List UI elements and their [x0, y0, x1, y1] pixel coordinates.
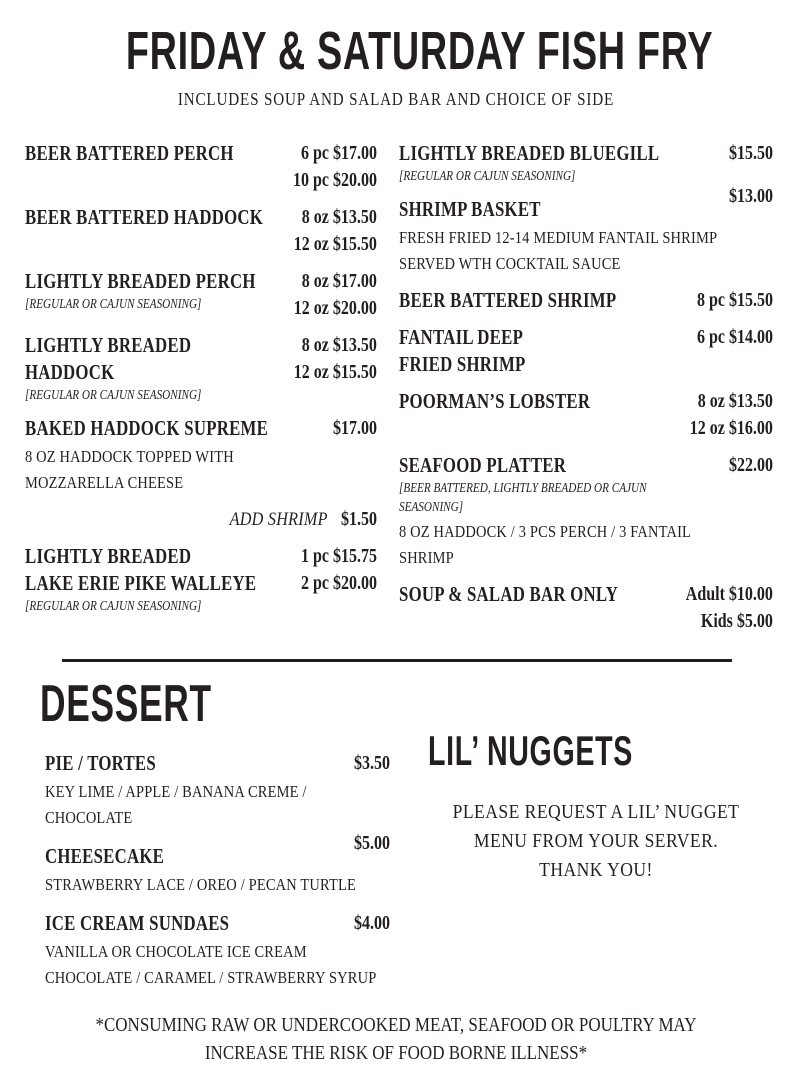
menu-item	[25, 332, 377, 405]
item-name	[45, 843, 321, 870]
text-line: 8 oz $17.00	[301, 270, 377, 292]
item-name	[45, 910, 321, 937]
item-name	[399, 388, 698, 415]
dessert-heading: DESSERT	[40, 675, 212, 733]
item-name	[25, 204, 307, 231]
text-line: STRAWBERRY LACE / OREO / PECAN TURTLE	[45, 875, 356, 894]
text-line: 8 pc $15.50	[697, 289, 774, 311]
text-line: PLEASE REQUEST A LIL’ NUGGET	[452, 801, 740, 823]
text-line: LIGHTLY BREADED BLUEGILL	[399, 141, 660, 165]
lil-nuggets-section	[420, 678, 764, 1003]
menu-item-main	[45, 843, 390, 898]
item-prices	[697, 287, 773, 314]
text-line: BAKED HADDOCK SUPREME	[25, 416, 269, 440]
text-line: *CONSUMING RAW OR UNDERCOOKED MEAT, SEAFOOD OR POULTRY MAY	[95, 1014, 697, 1036]
text-line: KEY LIME / APPLE / BANANA CREME /	[45, 782, 307, 801]
menu-item-main	[45, 910, 390, 991]
text-line: 12 oz $15.50	[293, 361, 377, 383]
text-line: SERVED WTH COCKTAIL SAUCE	[399, 254, 621, 273]
text-line: 12 oz $20.00	[293, 297, 377, 319]
item-description	[45, 779, 338, 831]
text-line: 12 oz $16.00	[690, 417, 774, 439]
text-line: 12 oz $15.50	[293, 233, 377, 255]
text-line: VANILLA OR CHOCOLATE ICE CREAM	[45, 942, 307, 961]
text-line: PIE / TORTES	[45, 751, 156, 775]
text-line: INCREASE THE RISK OF FOOD BORNE ILLNESS*	[204, 1042, 588, 1064]
item-prices	[686, 581, 773, 635]
menu-item	[399, 140, 773, 186]
text-line: Kids $5.00	[701, 610, 774, 632]
text-line: CHOCOLATE / CARAMEL / STRAWBERRY SYRUP	[45, 968, 377, 987]
fish-fry-right-column	[399, 140, 773, 645]
section-divider	[62, 659, 732, 662]
text-line: $13.00	[729, 185, 774, 207]
text-line: SOUP & SALAD BAR ONLY	[399, 582, 619, 606]
item-name	[25, 140, 307, 167]
item-name	[45, 750, 321, 777]
item-description	[45, 939, 377, 991]
item-prices	[354, 910, 390, 937]
item-note: [REGULAR OR CAJUN SEASONING]	[25, 599, 202, 614]
item-prices	[294, 204, 377, 258]
menu-item-main	[399, 196, 773, 277]
dessert-section	[40, 675, 390, 1003]
text-line: ICE CREAM SUNDAES	[45, 911, 230, 935]
menu-item-main	[25, 415, 377, 496]
menu-item	[25, 415, 377, 496]
text-line: CHEESECAKE	[45, 844, 165, 868]
lil-nuggets-heading: LIL’ NUGGETS	[428, 727, 633, 774]
item-prices	[294, 332, 377, 386]
item-name	[399, 196, 698, 223]
item-name	[399, 324, 698, 378]
text-line: $1.50	[341, 508, 377, 530]
fish-fry-section	[0, 110, 792, 645]
text-line: LIGHTLY BREADED	[25, 544, 192, 568]
fish-fry-left-column	[25, 140, 377, 645]
text-line: 8 OZ HADDOCK / 3 PCS PERCH / 3 FANTAIL	[399, 522, 692, 541]
text-line: $4.00	[354, 912, 390, 934]
menu-item	[399, 185, 774, 277]
item-prices	[293, 140, 377, 194]
menu-item	[25, 268, 377, 322]
menu-item	[399, 287, 773, 314]
text-line: BEER BATTERED HADDOCK	[25, 205, 264, 229]
item-prices	[354, 830, 390, 857]
text-line: SHRIMP	[399, 548, 454, 567]
text-line: POORMAN’S LOBSTER	[399, 389, 591, 413]
item-name	[399, 287, 698, 314]
text-line: 1 pc $15.75	[301, 545, 377, 567]
text-line: FANTAIL DEEP	[399, 325, 524, 349]
text-line: HADDOCK	[25, 360, 115, 384]
item-description	[399, 519, 717, 571]
text-line: FRESH FRIED 12-14 MEDIUM FANTAIL SHRIMP	[399, 228, 718, 247]
text-line: ADD SHRIMP	[229, 509, 328, 530]
text-line: MOZZARELLA CHEESE	[25, 473, 184, 492]
text-line: $15.50	[729, 142, 774, 164]
lil-nuggets-note	[428, 798, 764, 885]
text-line: SEAFOOD PLATTER	[399, 453, 567, 477]
menu-item	[399, 581, 773, 635]
text-line: MENU FROM YOUR SERVER.	[473, 830, 719, 852]
menu-item	[45, 832, 390, 898]
item-name	[25, 268, 307, 295]
menu-item	[399, 324, 773, 378]
text-line: BEER BATTERED SHRIMP	[399, 288, 617, 312]
item-prices	[729, 140, 773, 167]
text-line: LIGHTLY BREADED	[25, 333, 192, 357]
footer-disclaimer	[0, 1011, 792, 1067]
text-line: 8 oz $13.50	[301, 334, 377, 356]
item-description	[25, 444, 324, 496]
item-prices	[729, 452, 773, 479]
menu-item	[25, 140, 377, 194]
text-line: 2 pc $20.00	[301, 572, 377, 594]
item-prices	[301, 543, 377, 597]
item-note: [REGULAR OR CAJUN SEASONING]	[25, 297, 202, 312]
text-line: BEER BATTERED PERCH	[25, 141, 234, 165]
text-line: CHOCOLATE	[45, 808, 133, 827]
menu-item-main	[399, 140, 773, 186]
menu-item-main	[399, 452, 773, 571]
menu-item	[399, 388, 773, 442]
item-name	[25, 543, 307, 597]
page-title: FRIDAY & SATURDAY FISH FRY	[125, 21, 714, 81]
text-line: $3.50	[354, 752, 390, 774]
item-note: [REGULAR OR CAJUN SEASONING]	[25, 388, 202, 403]
menu-item	[25, 204, 377, 258]
text-line: $5.00	[354, 832, 390, 854]
text-line: $17.00	[333, 417, 377, 439]
item-prices	[333, 415, 377, 442]
item-note: [BEER BATTERED, LIGHTLY BREADED OR CAJUN SEASONING]	[399, 481, 647, 515]
menu-item	[45, 910, 390, 991]
text-line: 8 oz $13.50	[698, 390, 774, 412]
item-name	[399, 140, 698, 167]
menu-item	[399, 452, 773, 571]
item-name	[78, 506, 377, 533]
menu-item-main	[45, 750, 390, 831]
text-line: LIGHTLY BREADED PERCH	[25, 269, 256, 293]
text-line: LAKE ERIE PIKE WALLEYE	[25, 571, 257, 595]
page-subtitle: INCLUDES SOUP AND SALAD BAR AND CHOICE OF SIDE	[177, 89, 615, 109]
menu-item	[45, 750, 390, 831]
text-line: THANK YOU!	[539, 859, 653, 881]
item-description	[399, 225, 717, 277]
item-note: [REGULAR OR CAJUN SEASONING]	[399, 169, 576, 184]
item-prices	[697, 324, 773, 351]
menu-item	[25, 506, 377, 533]
item-name	[25, 415, 307, 442]
item-name	[25, 332, 307, 386]
bottom-section	[0, 675, 792, 1003]
menu-item-main	[25, 506, 377, 533]
text-line: 6 pc $17.00	[301, 142, 377, 164]
item-name	[399, 452, 698, 479]
item-prices	[294, 268, 377, 322]
item-description	[45, 872, 356, 898]
item-prices	[729, 183, 773, 210]
item-prices	[690, 388, 773, 442]
text-line: 10 pc $20.00	[293, 169, 377, 191]
text-line: Adult $10.00	[686, 583, 774, 605]
text-line: $22.00	[729, 454, 774, 476]
text-line: 6 pc $14.00	[697, 326, 774, 348]
item-prices	[354, 750, 390, 777]
menu-header	[0, 0, 792, 110]
item-name	[399, 581, 698, 608]
text-line: SHRIMP BASKET	[399, 197, 541, 221]
text-line: 8 OZ HADDOCK TOPPED WITH	[25, 447, 234, 466]
text-line: 8 oz $13.50	[301, 206, 377, 228]
menu-item	[25, 543, 377, 616]
item-prices	[341, 506, 377, 533]
text-line: FRIED SHRIMP	[399, 352, 526, 376]
dessert-items	[40, 750, 390, 991]
